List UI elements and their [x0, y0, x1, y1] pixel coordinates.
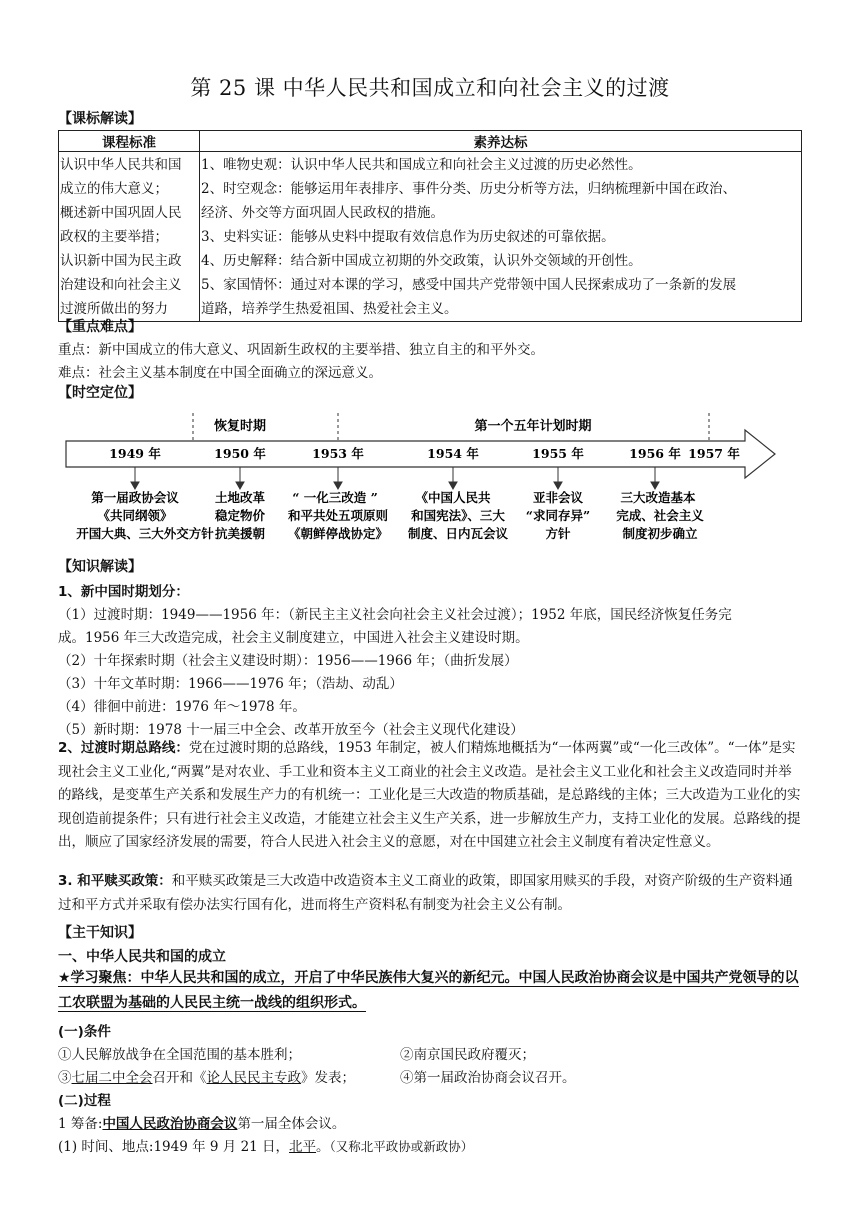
event-caption: 抗美援朝 — [214, 526, 266, 541]
condition-4: ④第一届政治协商会议召开。 — [400, 1070, 576, 1086]
standard-line: 成立的伟大意义； — [60, 181, 168, 197]
knowledge-1-title: 1、新中国时期划分： — [58, 584, 189, 600]
condition-1: ①人民解放战争在全国范围的基本胜利； — [58, 1047, 301, 1063]
event-caption: 第一届政协会议 — [91, 490, 179, 505]
knowledge-1-line: 成。1956 年三大改造完成，社会主义制度建立，中国进入社会主义建设时期。 — [58, 630, 529, 646]
learning-focus-text: ★学习聚焦：中华人民共和国的成立，开启了中华民族伟大复兴的新纪元。中国人民政治协商会议是中国共产党领导的以工农联盟为基础的人民民主统一战线的组织形式。 — [58, 970, 799, 1011]
knowledge-3-paragraph — [58, 870, 803, 917]
event-caption: 制度初步确立 — [622, 526, 698, 541]
standard-line: 认识新中国为民主政 — [60, 253, 182, 269]
knowledge-3-text: 和平赎买政策是三大改造中改造资本主义工商业的政策，即国家用赎买的手段，对资产阶级的生产资料通过和平方式并采取有偿办法实行国有化，进而将生产资料私有制变为社会主义公有制。 — [58, 873, 793, 913]
conditions-title: (一)条件 — [58, 1024, 111, 1040]
main-heading-1: 一、中华人民共和国的成立 — [58, 949, 226, 965]
section-heading-main: 【主干知识】 — [58, 925, 142, 941]
preparation-cppcc: 中国人民政治协商会议 — [102, 1116, 238, 1132]
knowledge-1-line: （5）新时期：1978 十一届三中全会、改革开放至今（社会主义现代化建设） — [58, 722, 524, 738]
process-preparation — [58, 1112, 345, 1132]
event-caption: 完成、社会主义 — [616, 508, 704, 523]
condition-3-meeting: 七届二中全会 — [71, 1070, 153, 1086]
knowledge-2-text: 党在过渡时期的总路线，1953 年制定，被人们精炼地概括为“一体两翼”或“一化三改体”。“一体”是实现社会主义工业化,“两翼”是对农业、手工业和资本主义工商业的社会主义改造。是社会主义工业化和社会主义改造同时并举的路线，是变革生产关系和发展生产力的有机统一：工业化是三大改造的物质基础，是总路线的主体；三大改造为工业化的实现创造前提条件；只有进行社会主义改造，才能建立社会主义生产关系，进一步解放生产力，支持工业化的发展。总路线的提出，顺应了国家经济发展的需要，符合人民进入社会主义的意愿，对在中国建立社会主义制度有着决定性意义。 — [58, 740, 801, 850]
event-caption: 亚非会议 — [532, 490, 584, 505]
key-point-difficulty: 难点：社会主义基本制度在中国全面确立的深远意义。 — [58, 365, 382, 381]
time-place-note: （又称北平政协或新政协） — [329, 1139, 474, 1154]
section-heading-curriculum: 【课标解读】 — [58, 111, 142, 127]
knowledge-1-line: （3）十年文革时期：1966——1976 年；（浩劫、动乱） — [58, 676, 403, 692]
period-label-recovery: 恢复时期 — [213, 419, 267, 434]
event-caption: “ 一化三改造 ” — [292, 490, 378, 505]
section-heading-timeline: 【时空定位】 — [58, 385, 142, 401]
year-label: 1953 年 — [312, 446, 364, 461]
section-heading-key-points: 【重点难点】 — [58, 319, 142, 335]
year-label: 1957 年 — [688, 446, 740, 461]
table-cell-standard — [59, 152, 200, 322]
event-caption: “求同存异” — [525, 508, 591, 523]
table-header-standard: 课程标准 — [59, 131, 200, 152]
period-label-five-year-plan: 第一个五年计划时期 — [474, 419, 592, 434]
timeline-diagram — [0, 405, 860, 550]
learning-focus — [58, 966, 806, 1015]
knowledge-1-line: （2）十年探索时期（社会主义建设时期）：1956——1966 年；（曲折发展） — [58, 653, 518, 669]
knowledge-1-line: （4）徘徊中前进：1976 年～1978 年。 — [58, 699, 306, 715]
year-label: 1954 年 — [427, 446, 479, 461]
event-caption: 和国宪法》、三大 — [411, 508, 505, 523]
year-label: 1956 年 — [629, 446, 681, 461]
process-time-place — [58, 1135, 473, 1155]
knowledge-2-title: 2、过渡时期总路线： — [58, 740, 189, 756]
knowledge-2-paragraph — [58, 737, 803, 855]
condition-3-prefix: ③ — [58, 1070, 72, 1086]
year-label: 1950 年 — [214, 446, 266, 461]
knowledge-3-title: 3. 和平赎买政策： — [58, 873, 172, 889]
preparation-suffix: 第一届全体会议。 — [237, 1116, 346, 1132]
literacy-line: 2、时空观念：能够运用年表排序、事件分类、历史分析等方法，归纳梳理新中国在政治、 — [201, 181, 737, 197]
preparation-prefix: 1 筹备: — [58, 1116, 103, 1132]
condition-3-mid: 召开和《 — [152, 1070, 207, 1086]
event-caption: 开国大典、三大外交方针 — [76, 526, 214, 541]
event-caption: 土地改革 — [214, 490, 266, 505]
event-caption: 《共同纲领》 — [97, 508, 173, 523]
year-label: 1949 年 — [109, 446, 161, 461]
table-header-literacy: 素养达标 — [200, 131, 802, 152]
curriculum-table — [58, 130, 802, 322]
condition-2: ②南京国民政府覆灭； — [400, 1047, 535, 1063]
page-title: 第 25 课 中华人民共和国成立和向社会主义的过渡 — [190, 76, 670, 100]
time-place-prefix: (1) 时间、地点:1949 年 9 月 21 日， — [58, 1139, 290, 1155]
event-caption: 三大改造基本 — [620, 490, 696, 505]
time-place-city: 北平 — [289, 1139, 317, 1155]
literacy-line: 经济、外交等方面巩固人民政权的措施。 — [201, 205, 444, 221]
literacy-line: 4、历史解释：结合新中国成立初期的外交政策，认识外交领域的开创性。 — [201, 253, 642, 269]
condition-3 — [58, 1066, 355, 1086]
table-cell-literacy — [200, 152, 802, 322]
event-caption: 方针 — [545, 526, 571, 541]
event-caption: 《中国人民共 — [415, 490, 491, 505]
event-caption: 《朝鲜停战协定》 — [287, 526, 389, 541]
literacy-line: 5、家国情怀：通过对本课的学习，感受中国共产党带领中国人民探索成功了一条新的发展 — [201, 277, 737, 293]
condition-3-article: 论人民民主专政 — [206, 1070, 301, 1086]
section-heading-knowledge: 【知识解读】 — [58, 559, 142, 575]
knowledge-1-line: （1）过渡时期：1949——1956 年：（新民主主义社会向社会主义社会过渡）；1952 年底，国民经济恢复任务完 — [58, 607, 732, 623]
condition-3-suffix: 》发表； — [301, 1070, 355, 1086]
standard-line: 概述新中国巩固人民 — [60, 205, 182, 221]
event-caption: 制度、日内瓦会议 — [407, 526, 509, 541]
literacy-line: 1、唯物史观：认识中华人民共和国成立和向社会主义过渡的历史必然性。 — [201, 157, 642, 173]
process-title: (二)过程 — [58, 1093, 111, 1109]
standard-line: 认识中华人民共和国 — [60, 157, 182, 173]
key-point-focus: 重点：新中国成立的伟大意义、巩固新生政权的主要举措、独立自主的和平外交。 — [58, 342, 544, 358]
time-place-period: 。 — [316, 1139, 330, 1155]
literacy-line: 3、史料实证：能够从史料中提取有效信息作为历史叙述的可靠依据。 — [201, 229, 615, 245]
year-label: 1955 年 — [532, 446, 584, 461]
literacy-line: 道路，培养学生热爱祖国、热爱社会主义。 — [201, 301, 458, 317]
event-caption: 和平共处五项原则 — [287, 508, 389, 523]
event-caption: 稳定物价 — [214, 508, 266, 523]
standard-line: 治建设和向社会主义 — [60, 277, 182, 293]
standard-line: 政权的主要举措； — [60, 229, 168, 245]
standard-line: 过渡所做出的努力 — [60, 301, 168, 317]
